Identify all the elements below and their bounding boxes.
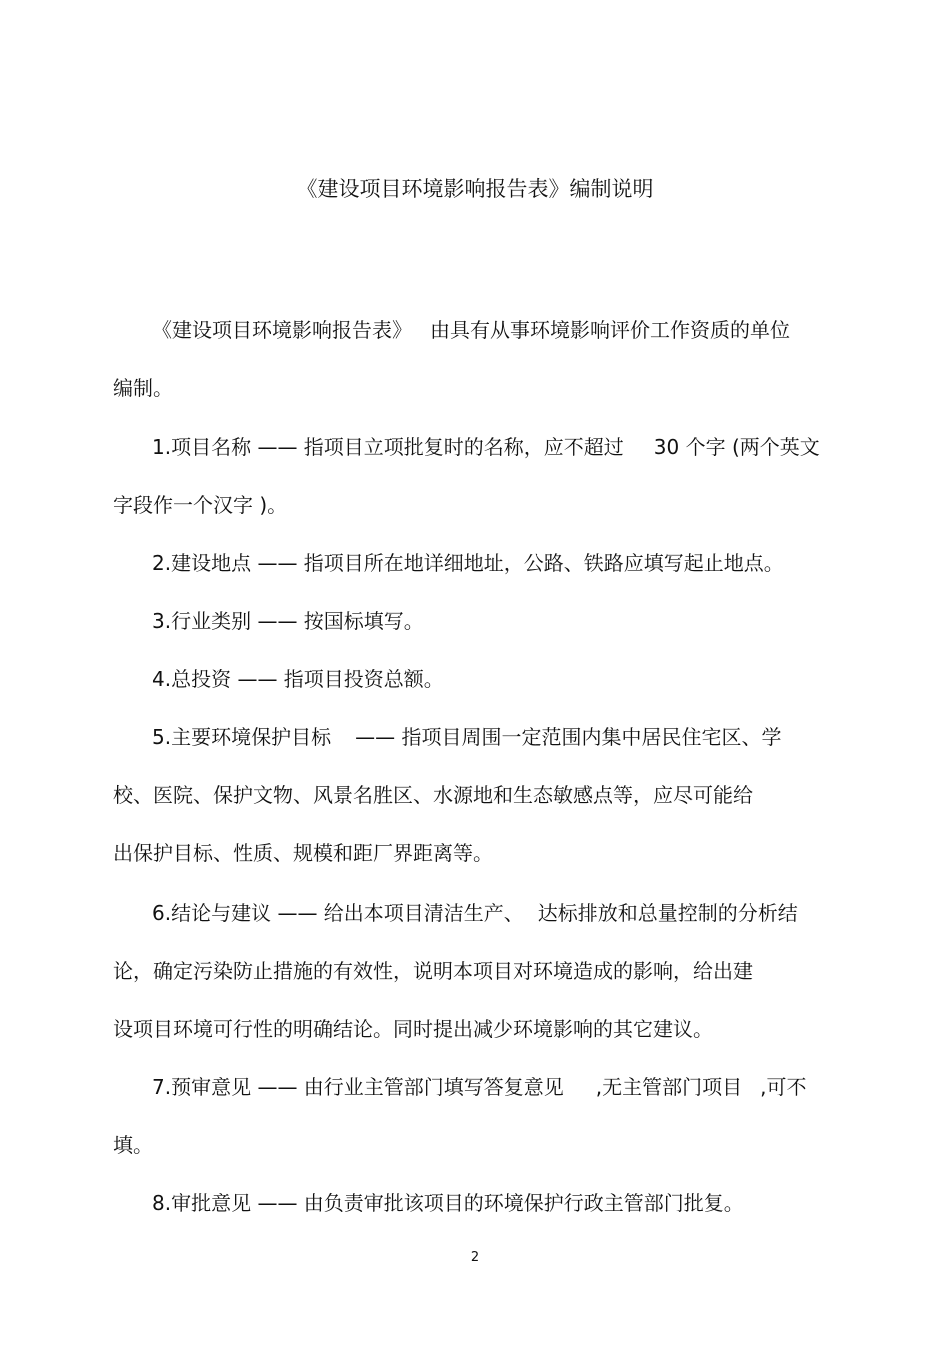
item-6-line-3: 设项目环境可行性的明确结论。同时提出减少环境影响的其它建议。: [113, 1017, 713, 1041]
item-8: 8.审批意见 —— 由负责审批该项目的环境保护行政主管部门批复。: [152, 1191, 744, 1215]
item-4: 4.总投资 —— 指项目投资总额。: [152, 667, 444, 691]
item-6-text-a: 6.结论与建议 —— 给出本项目清洁生产、: [152, 901, 524, 925]
item-6-text-b: 达标排放和总量控制的分析结: [537, 901, 798, 925]
item-7-text-a: 7.预审意见 —— 由行业主管部门填写答复意见: [152, 1075, 564, 1099]
item-3: 3.行业类别 —— 按国标填写。: [152, 609, 424, 633]
page-number: 2: [470, 1250, 480, 1265]
item-5-text-b: —— 指项目周围一定范围内集中居民住宅区、学: [355, 725, 782, 749]
item-1-text-b: 30 个字 (两个英文: [653, 435, 820, 459]
item-6-line-1: [152, 899, 798, 927]
item-5-line-1: [152, 723, 781, 751]
intro-part-2: 由具有从事环境影响评价工作资质的单位: [430, 318, 790, 342]
item-6-line-2: 论，确定污染防止措施的有效性，说明本项目对环境造成的影响，给出建: [113, 959, 753, 983]
item-2: 2.建设地点 —— 指项目所在地详细地址，公路、铁路应填写起止地点。: [152, 551, 784, 575]
item-1-line-1: [152, 433, 820, 461]
item-1-text-a: 1.项目名称 —— 指项目立项批复时的名称，应不超过: [152, 435, 624, 459]
item-7-line-2: 填。: [113, 1133, 153, 1157]
item-5-line-3: 出保护目标、性质、规模和距厂界距离等。: [113, 841, 493, 865]
intro-line-1: [152, 316, 790, 344]
item-5-text-a: 5.主要环境保护目标: [152, 725, 332, 749]
intro-line-2: 编制。: [113, 376, 173, 400]
page-title: 《建设项目环境影响报告表》编制说明: [296, 177, 654, 201]
item-7-text-c: ,可不: [760, 1075, 807, 1099]
intro-part-1: 《建设项目环境影响报告表》: [152, 318, 412, 342]
item-1-line-2: 字段作一个汉字 )。: [113, 493, 288, 517]
item-5-line-2: 校、医院、保护文物、风景名胜区、水源地和生态敏感点等，应尽可能给: [113, 783, 753, 807]
item-7-text-b: ,无主管部门项目: [595, 1075, 743, 1099]
item-7-line-1: [152, 1073, 807, 1101]
